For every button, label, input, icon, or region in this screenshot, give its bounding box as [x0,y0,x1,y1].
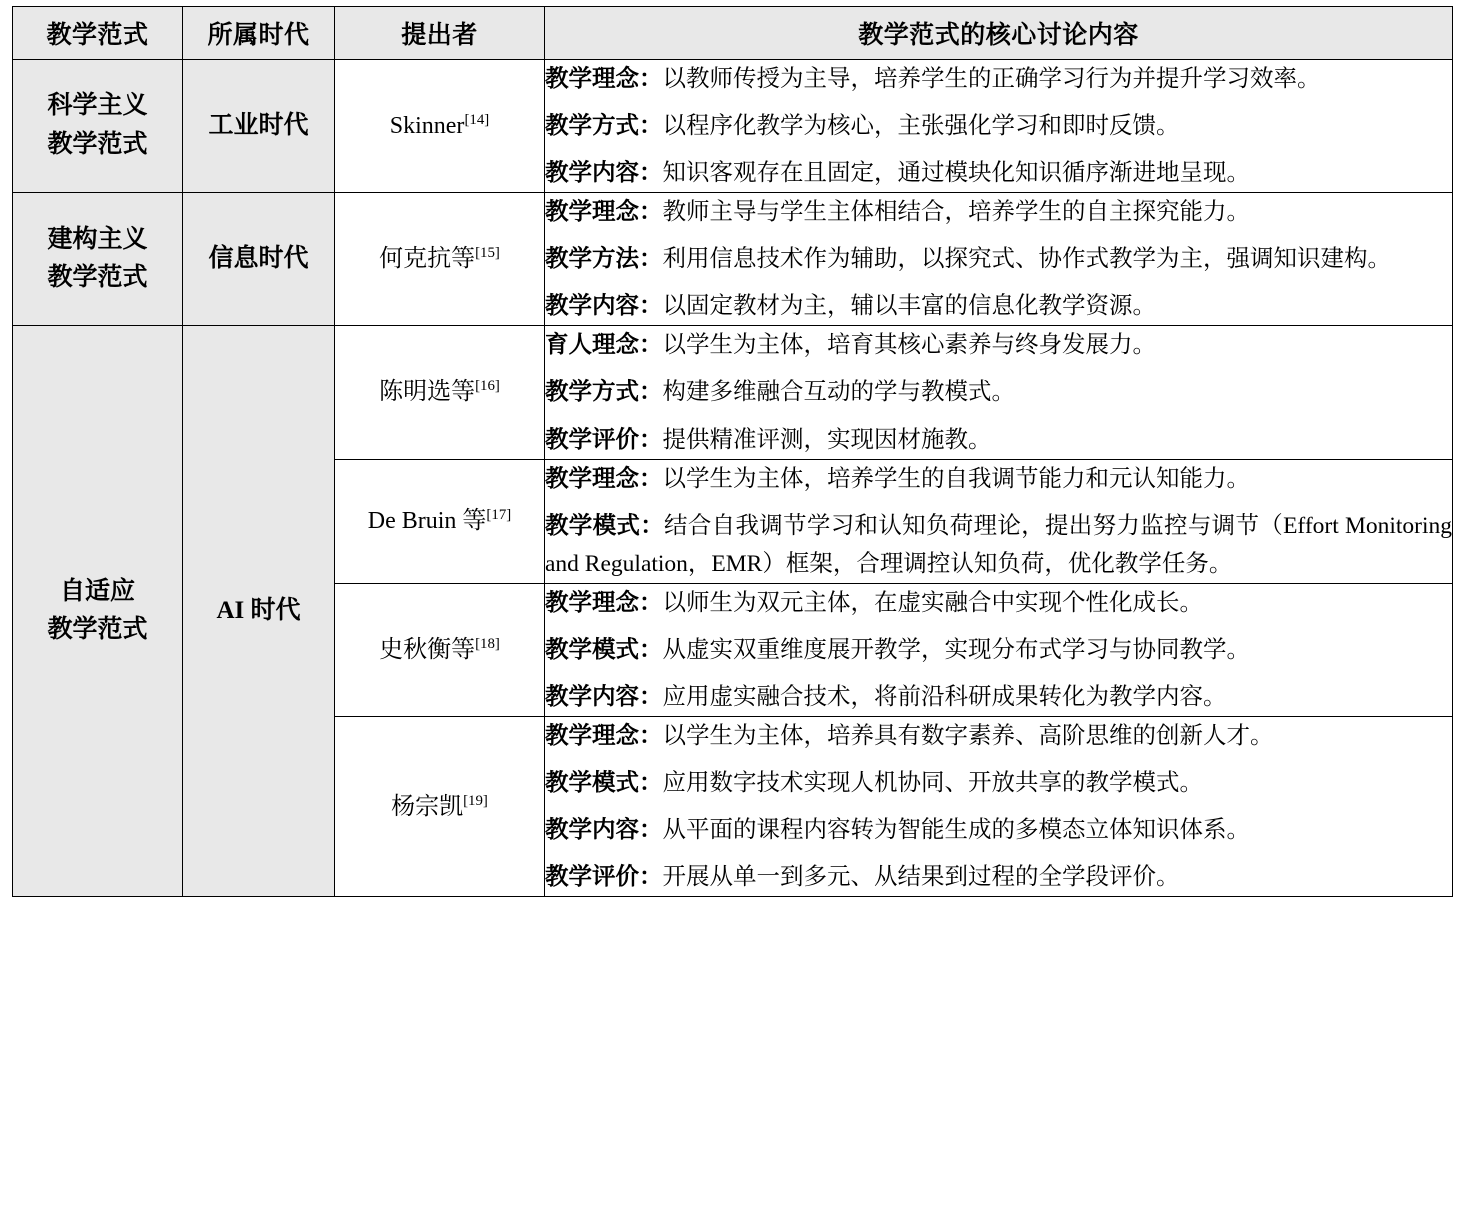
content-text: 教师主导与学生主体相结合，培养学生的自主探究能力。 [662,199,1250,226]
content-label: 育人理念： [545,332,663,359]
column-header-author: 提出者 [335,7,545,60]
author-reference: [17] [486,507,512,524]
author-cell [335,326,545,459]
column-header-era: 所属时代 [183,7,335,60]
author-reference: [16] [475,378,500,395]
content-line [545,287,1452,325]
table-header [13,7,1453,60]
content-text: 结合自我调节学习和认知负荷理论，提出努力监控与调节（Effort Monitoring and Regulation，EMR）框架，合理调控认知负荷，优化教学任务。 [545,512,1452,577]
teaching-paradigm-table [12,6,1453,897]
content-label: 教学模式： [545,512,665,539]
content-cell [545,326,1453,459]
content-line [545,678,1452,716]
content-text: 开展从单一到多元、从结果到过程的全学段评价。 [662,864,1180,891]
content-cell [545,60,1453,193]
table-row [13,326,1453,459]
content-text: 以师生为双元主体，在虚实融合中实现个性化成长。 [662,589,1203,616]
content-line [545,507,1452,583]
content-text: 以程序化教学为核心，主张强化学习和即时反馈。 [662,113,1180,140]
content-text: 提供精准评测，实现因材施教。 [662,426,992,453]
content-label: 教学评价： [545,426,663,453]
author-reference: [14] [464,112,490,129]
paradigm-name-line-2: 教学范式 [47,616,148,644]
author-reference: [18] [475,635,500,652]
author-name: 何克抗等 [379,246,476,273]
paradigm-name-line-1: 自适应 [59,577,135,605]
author-cell [335,716,545,896]
content-line [545,373,1452,411]
paradigm-name-cell [13,60,183,193]
content-label: 教学理念： [545,465,663,492]
content-label: 教学理念： [545,66,663,92]
content-line [545,107,1452,145]
content-line [545,631,1452,669]
content-line [545,858,1452,896]
content-text: 以学生为主体，培养具有数字素养、高阶思维的创新人才。 [662,722,1274,749]
content-label: 教学方式： [545,379,663,406]
author-cell [335,60,545,193]
author-name: De Bruin 等 [367,508,487,535]
content-text: 知识客观存在且固定，通过模块化知识循序渐进地呈现。 [662,160,1250,187]
paradigm-name-cell [13,193,183,326]
content-label: 教学评价： [545,864,663,891]
content-label: 教学理念： [545,722,663,749]
table-row [13,193,1453,326]
paradigm-name-line-1: 科学主义 [47,92,148,120]
content-label: 教学模式： [545,636,663,663]
content-label: 教学方式： [545,113,663,140]
content-line [545,193,1452,231]
content-text: 从虚实双重维度展开教学，实现分布式学习与协同教学。 [662,636,1250,663]
content-text: 以学生为主体，培养学生的自我调节能力和元认知能力。 [662,465,1250,492]
author-cell [335,583,545,716]
content-line [545,717,1452,755]
paradigm-name-cell [13,326,183,897]
table-row [13,60,1453,193]
content-text: 应用虚实融合技术，将前沿科研成果转化为教学内容。 [662,683,1227,710]
content-line [545,460,1452,498]
content-text: 构建多维融合互动的学与教模式。 [662,379,1015,406]
content-label: 教学理念： [545,589,663,616]
author-cell [335,459,545,583]
content-label: 教学内容： [545,683,663,710]
content-line [545,154,1452,192]
author-name: Skinner [389,113,465,140]
content-line [545,811,1452,849]
content-line [545,60,1452,98]
content-label: 教学内容： [545,160,663,187]
content-line [545,584,1452,622]
author-name: 史秋衡等 [379,636,476,663]
content-line [545,326,1452,364]
author-reference: [19] [463,792,488,809]
content-text: 以学生为主体，培育其核心素养与终身发展力。 [662,332,1156,359]
content-label: 教学内容： [545,293,663,320]
content-label: 教学方法： [545,246,663,273]
content-text: 应用数字技术实现人机协同、开放共享的教学模式。 [662,770,1203,796]
paradigm-name-line-1: 建构主义 [47,225,148,253]
content-line [545,764,1452,802]
content-cell [545,459,1453,583]
content-label: 教学模式： [545,770,663,796]
author-name: 陈明选等 [379,379,476,406]
column-header-paradigm: 教学范式 [13,7,183,60]
content-text: 以教师传授为主导，培养学生的正确学习行为并提升学习效率。 [662,66,1321,92]
paradigm-name-line-2: 教学范式 [47,131,148,159]
content-cell [545,716,1453,896]
content-label: 教学内容： [545,817,663,844]
content-cell [545,583,1453,716]
author-name: 杨宗凯 [391,793,464,820]
era-cell: 工业时代 [183,60,335,193]
author-cell [335,193,545,326]
table-body [13,60,1453,897]
content-label: 教学理念： [545,199,663,226]
era-cell: 信息时代 [183,193,335,326]
era-cell: AI 时代 [183,326,335,897]
content-text: 以固定教材为主，辅以丰富的信息化教学资源。 [662,293,1156,320]
content-text: 利用信息技术作为辅助，以探究式、协作式教学为主，强调知识建构。 [662,246,1391,273]
content-line [545,421,1452,459]
document-page [0,6,1464,1206]
content-line [545,240,1452,278]
content-cell [545,193,1453,326]
paradigm-name-line-2: 教学范式 [47,264,148,292]
column-header-content: 教学范式的核心讨论内容 [545,7,1453,60]
table-header-row [13,7,1453,60]
author-reference: [15] [475,245,500,262]
content-text: 从平面的课程内容转为智能生成的多模态立体知识体系。 [662,817,1250,844]
